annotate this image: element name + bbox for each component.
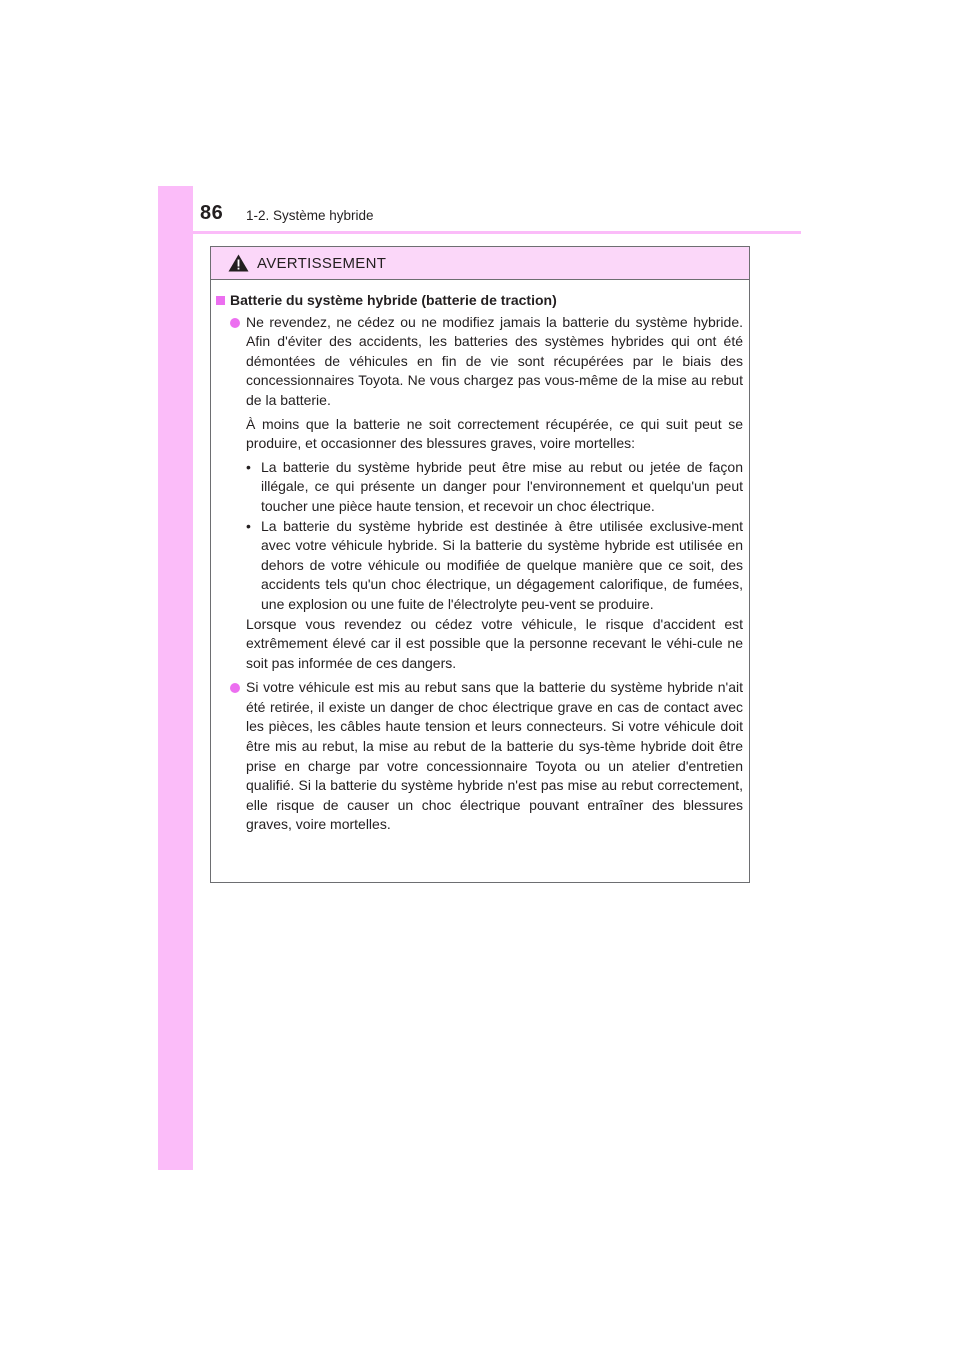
dot-bullet-icon: • — [246, 458, 251, 475]
side-tab — [158, 186, 193, 1170]
paragraph: À moins que la batterie ne soit correctement récupérée, ce qui suit peut se produire, et occasionner des blessures graves, voire mortelles: — [246, 415, 743, 452]
sub-list-item-text: La batterie du système hybride peut être mise au rebut ou jetée de façon illégale, ce qui présente un danger pour l'environnement et quelqu'un peut toucher une pièce haute tension, et recevoir un choc électrique. — [261, 458, 743, 514]
bullet-item — [216, 313, 743, 674]
bullet-item — [216, 678, 743, 835]
warning-subheading — [216, 291, 743, 311]
warning-box — [210, 246, 750, 883]
square-bullet-icon — [216, 296, 225, 305]
section-title: 1-2. Système hybride — [246, 208, 374, 223]
warning-triangle-icon — [228, 254, 249, 272]
sub-list-item — [246, 517, 743, 615]
paragraph: Ne revendez, ne cédez ou ne modifiez jamais la batterie du système hybride. Afin d'éviter des accidents, les batteries des systèmes hybrides qui ont été démontées de véhicules en fin de vie sont récupérées par le biais des concessionnaires Toyota. Ne vous chargez pas vous-même de la mise au rebut de la batterie. — [246, 313, 743, 408]
circle-bullet-icon — [230, 683, 240, 693]
paragraph: Lorsque vous revendez ou cédez votre véhicule, le risque d'accident est extrêmement élevé car il est possible que la personne recevant le véhi-cule ne soit pas informée de ces dangers. — [246, 615, 743, 671]
warning-subheading-text: Batterie du système hybride (batterie de traction) — [230, 292, 557, 308]
bullet-content — [246, 678, 743, 835]
paragraph: Si votre véhicule est mis au rebut sans que la batterie du système hybride n'ait été retirée, il existe un danger de choc électrique grave en cas de contact avec les pièces, les câbles haute tension et leurs connecteurs. Si votre véhicule doit être mis au rebut, la mise au rebut de la batterie du sys-tème hybride doit être prise en charge par votre concessionnaire Toyota ou un atelier d'entretien qualifié. Si la batterie du système hybride n'est pas mise au rebut correctement, elle risque de causer un choc électrique pouvant entraîner des blessures graves, voire mortelles. — [246, 679, 743, 833]
warning-header — [211, 247, 749, 280]
sub-list-item-text: La batterie du système hybride est destinée à être utilisée exclusive-ment avec votre véhicule hybride. Si la batterie du système hybride est utilisée en dehors de votre véhicule ou modifiée de quelque manière que ce soit, des accidents tels qu'un choc électrique, un dégagement calorifique, de fumées, une explosion ou une fuite de l'électrolyte peu-vent se produire. — [261, 517, 743, 612]
header-rule — [158, 231, 801, 234]
page-number: 86 — [200, 202, 224, 224]
circle-bullet-icon — [230, 318, 240, 328]
warning-title: AVERTISSEMENT — [257, 254, 387, 272]
bullet-content — [246, 313, 743, 674]
dot-bullet-icon: • — [246, 517, 251, 534]
sub-list-item — [246, 458, 743, 517]
warning-body — [211, 280, 749, 835]
